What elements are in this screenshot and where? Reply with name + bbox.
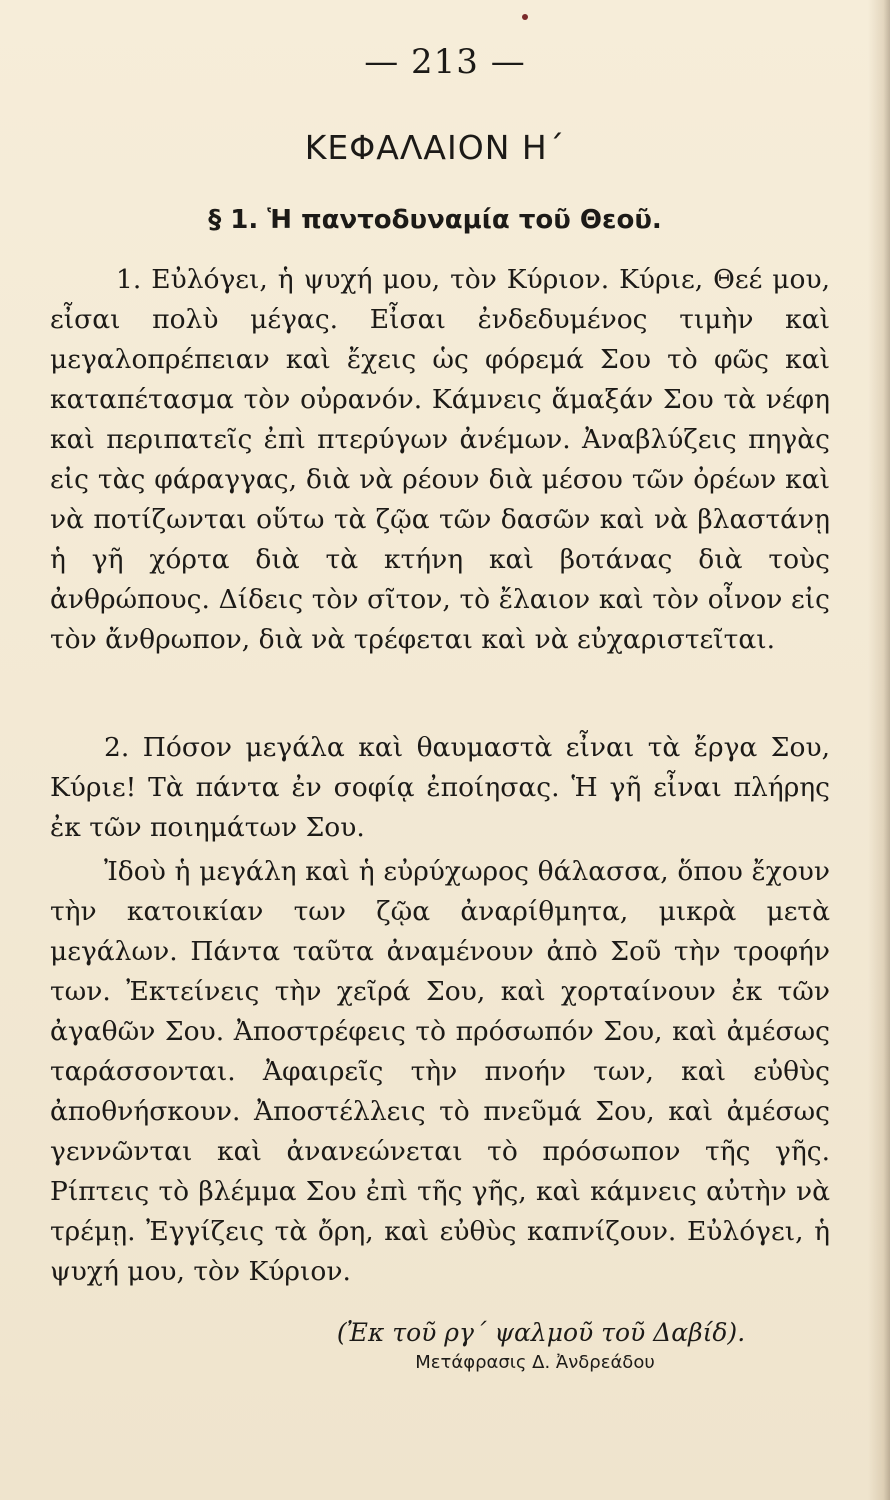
source-citation: (Ἐκ τοῦ ργ΄ ψαλμοῦ τοῦ Δαβίδ). (336, 1318, 746, 1347)
paragraph-1: 1. Εὐλόγει, ἡ ψυχή μου, τὸν Κύριον. Κύριε, Θεέ μου, εἶσαι πολὺ μέγας. Εἶσαι ἐνδεδυμένος τιμὴν καὶ μεγαλοπρέπειαν καὶ ἔχεις ὡς φόρεμά Σου τὸ φῶς καὶ καταπέτασμα τὸν οὐρανόν. Κάμνεις ἅμαξάν Σου τὰ νέφη καὶ περιπατεῖς ἐπὶ πτερύγων ἀνέμων. Ἀναβλύζεις πηγὰς εἰς τὰς φάραγγας, διὰ νὰ ρέουν διὰ μέσου τῶν ὀρέων καὶ νὰ ποτίζωνται οὕτω τὰ ζῷα τῶν δασῶν καὶ νὰ βλαστάνῃ ἡ γῆ χόρτα διὰ τὰ κτήνη καὶ βοτάνας διὰ τοὺς ἀνθρώπους. Δίδεις τὸν σῖτον, τὸ ἔλαιον καὶ τὸν οἶνον εἰς τὸν ἄνθρωπον, διὰ νὰ τρέφεται καὶ νὰ εὐχαριστεῖται. (50, 264, 830, 655)
section-heading: § 1. Ἡ παντοδυναμία τοῦ Θεοῦ. (208, 205, 662, 235)
paragraph-3: Ἰδοὺ ἡ μεγάλη καὶ ἡ εὐρύχωρος θάλασσα, ὅπου ἔχουν τὴν κατοικίαν των ζῷα ἀναρίθμητα, μικρὰ μετὰ μεγάλων. Πάντα ταῦτα ἀναμένουν ἀπὸ Σοῦ τὴν τροφήν των. Ἐκτείνεις τὴν χεῖρά Σου, καὶ χορταίνουν ἐκ τῶν ἀγαθῶν Σου. Ἀποστρέφεις τὸ πρόσωπόν Σου, καὶ ἀμέσως ταράσσονται. Ἀφαιρεῖς τὴν πνοήν των, καὶ εὐθὺς ἀποθνήσκουν. Ἀποστέλλεις τὸ πνεῦμά Σου, καὶ ἀμέσως γεννῶνται καὶ ἀνανεώνεται τὸ πρόσωπον τῆς γῆς. Ρίπτεις τὸ βλέμμα Σου ἐπὶ τῆς γῆς, καὶ κάμνεις αὐτὴν νὰ τρέμῃ. Ἐγγίζεις τὰ ὄρη, καὶ εὐθὺς καπνίζουν. Εὐλόγει, ἡ ψυχή μου, τὸν Κύριον. (50, 856, 830, 1287)
chapter-title: ΚΕΦΑΛΑΙΟΝ Η΄ (304, 128, 566, 167)
page-number: — 213 — (364, 42, 526, 82)
page-edge-shadow (868, 0, 890, 1500)
ink-speck (522, 14, 528, 20)
translator-credit: Μετάφρασις Δ. Ἀνδρεάδου (415, 1352, 655, 1373)
paragraph-2: 2. Πόσον μεγάλα καὶ θαυμαστὰ εἶναι τὰ ἔργα Σου, Κύριε! Τὰ πάντα ἐν σοφίᾳ ἐποίησας. Ἡ γῆ εἶναι πλήρης ἐκ τῶν ποιημάτων Σου. (50, 732, 830, 843)
